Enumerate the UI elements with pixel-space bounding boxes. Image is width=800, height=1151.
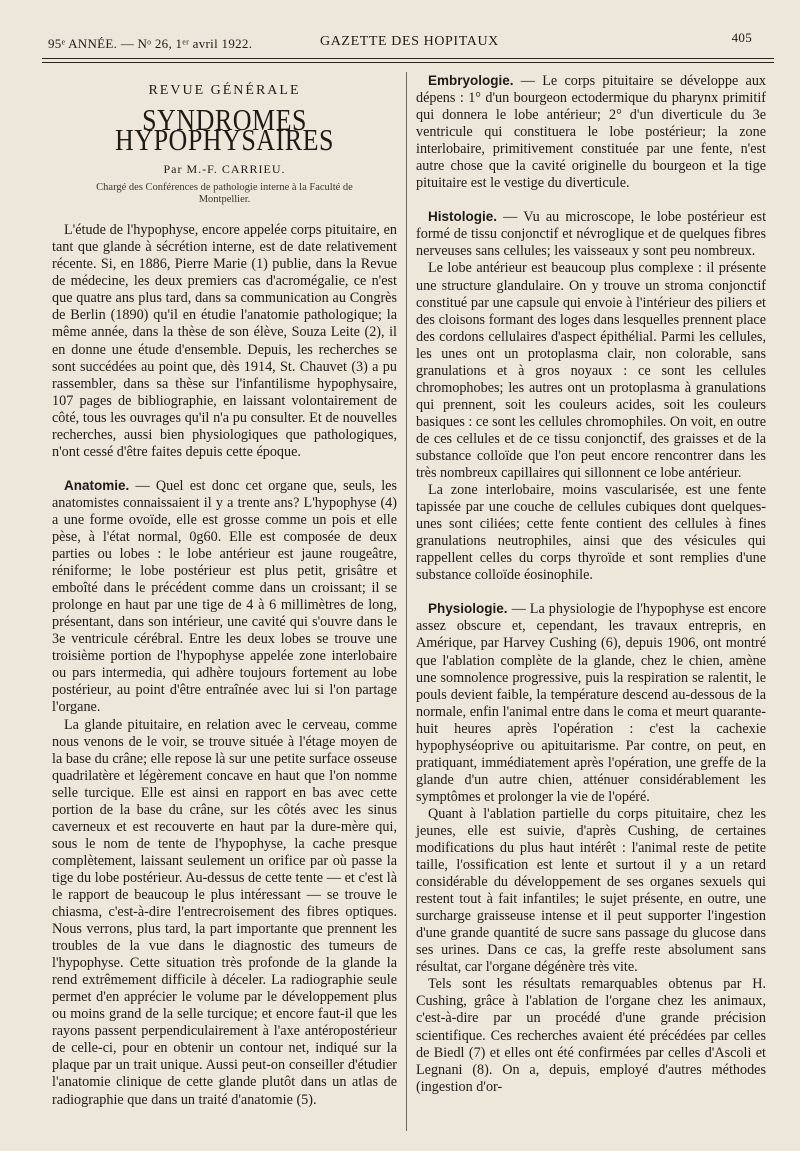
issue-info: 95ᵉ ANNÉE. — Nᵒ 26, 1ᵉʳ avril 1922. (48, 36, 253, 51)
header-rule-top (42, 58, 774, 59)
intro-paragraph: L'étude de l'hypophyse, encore appelée corps pituitaire, en tant que glande à sécrétion interne, est de date relativement récente. Si, en 1886, Pierre Marie (1) publie, dans la Revue de médecine, les deux premiers cas d'acromégalie, ce n'est que quatre ans plus tard, dans sa communication au Congrès de Berlin (1890) qu'il en étudie l'anatomie pathologique; la même année, dans la thèse de son élève, Souza Leite (2), il en donne une étude d'ensemble. Depuis, les recherches se sont succédées au point que, dès 1914, St. Chauvet (3) a pu rassembler, dans sa thèse sur l'infantilisme hypophysaire, 107 pages de bibliographie, en laissant volontairement de côté, tous les ouvrages qu'il n'a pu consulter. Et de nouvelles recherches, aussi bien physiologiques que pathologiques, n'ont cessé d'être faites depuis cette époque. (52, 222, 397, 460)
physiology-paragraph-1 (416, 600, 766, 806)
author-byline: Par M.-F. CARRIEU. (163, 162, 286, 177)
anatomy-text-1: — Quel est donc cet organe que, seuls, les anatomistes connaissaient il y a trente ans? L'hypophyse (4) a une forme ovoïde, elle est grosse comme un pois et elle pèse, à l'état normal, 0g60. Elle est composée de deux parties ou lobes : le lobe antérieur est jaune rougeâtre, réniforme; le lobe postérieur est plus petit, grisâtre et emboîté dans le précédent comme dans un croissant; il se prolonge en haut par une tige de 4 à 6 millimètres de long, présentant, dans son intérieur, une cavité qui s'ouvre dans le 3e ventricule cérébral. Entre les deux lobes se trouve une troisième portion de l'hypophyse appelée zone interlobaire ou pars intermedia, qui adhère toujours fortement au lobe postérieur, au point d'être entraînée avec lui si l'on partage l'organe. (52, 477, 398, 716)
header-rule-bottom (42, 62, 774, 63)
article-title: SYNDROMES HYPOPHYSAIRES (115, 102, 334, 158)
histology-heading: Histologie. (428, 209, 498, 225)
histology-paragraph-2: Le lobe antérieur est beaucoup plus complexe : il présente une structure glandulaire. On y trouve un stroma conjonctif constitué par une capsule qui envoie à l'intérieur des piliers et des cloisons formant des loges dans lesquelles prennent place des cordons cellulaires d'aspect épithélial. Parmi les cellules, les unes ont un protoplasma clair, non colorable, sans granulations et à gros noyaux : ce sont les cellules chromophobes; les autres ont un protoplasma à granulations qui prennent, soit les couleurs acides, soit les couleurs basiques : ce sont les cellules chromophiles. On voit, en outre de ces cellules et de ce tissu conjonctif, des graisses et de la substance colloïde que l'on peut encore rencontrer dans les très nombreux capillaires qui sillonnent ce lobe antérieur. (416, 260, 766, 482)
histology-paragraph-3: La zone interlobaire, moins vascularisée, est une fente tapissée par une couche de cellules cubiques dont quelques-unes sont ciliées; cette fente contient des cellules à fines granulations neutrophiles, ainsi que des vésicules qui rappellent celles du corps thyroïde et sont remplies d'une substance colloïde éosinophile. (416, 482, 766, 584)
anatomy-paragraph-1 (52, 477, 397, 717)
physiology-paragraph-2: Quant à l'ablation partielle du corps pituitaire, chez les jeunes, elle est suivie, d'après Cushing, de certaines modifications du plus haut intérêt : l'animal reste de petite taille, l'ossification est lente et surtout il y a un retard considérable du développement de ses organes sexuels qui restent tout à fait infantiles; le sujet présente, en outre, une surcharge graisseuse intense et il peut supporter l'ingestion d'une grande quantité de sucre sans passage du glucose dans ses urines. Dans ce cas, la greffe reste absolument sans résultat, car l'organe dégénère très vite. (416, 805, 766, 976)
physiology-paragraph-3: Tels sont les résultats remarquables obtenus par H. Cushing, grâce à l'ablation de l'organe chez les animaux, c'est-à-dire par un procédé d'une grande précision scientifique. Ces recherches avaient été précédées par celles de Biedl (7) et elles ont été confirmées par celles d'Ascoli et Legnani (8). On a, depuis, employé d'autres méthodes (ingestion d'or- (416, 976, 766, 1095)
page-number: 405 (731, 30, 752, 45)
anatomy-heading: Anatomie. (64, 477, 130, 493)
embryology-text: — Le corps pituitaire se développe aux dépens : 1° d'un bourgeon ectodermique du pharynx primitif qui donnera le lobe antérieur; 2° d'un diverticule du 3e ventricule qui constituera le lobe postérieur; la zone interlobaire, primitivement constituée par une fente, n'est autre chose que la cavité originelle du bourgeon et la tige pituitaire est le vestige du diverticule. (416, 73, 767, 192)
embryology-paragraph (416, 72, 766, 192)
histology-text-1: — Vu au microscope, le lobe postérieur est formé de tissu conjonctif et névroglique et de quelques fibres nerveuses sans cellules; les vaisseaux y sont peu nombreux. (416, 209, 767, 260)
journal-title: GAZETTE DES HOPITAUX (320, 34, 499, 49)
anatomy-paragraph-2: La glande pituitaire, en relation avec le cerveau, comme nous venons de le voir, se trouve située à l'étage moyen de la base du crâne; elle repose là sur une petite surface osseuse quadrilatère et légèrement concave en haut que l'on nomme selle turcique. Elle est ainsi en rapport en bas avec cette portion de la base du crâne, sur les côtés avec les sinus caverneux et est recouverte en haut par la dure-mère qui, sous le nom de tente de l'hypophyse, la cache presque complètement, laissant seulement un orifice par où passe la tige du lobe postérieur. Au-dessus de cette tente — et c'est là le rapport de beaucoup le plus intéressant — se trouve le chiasma, c'est-à-dire l'entrecroisement des fibres optiques. Nous verrons, plus tard, la part importante que prennent les troubles de la vue dans le diagnostic des tumeurs de l'hypophyse. Cette situation très profonde de la glande la rend extrêmement difficile à déceler. La radiographie seule permet d'en apprécier le volume par le développement plus ou moins grand de la selle turcique; et encore faut-il que les rayons passent perpendiculairement à l'axe antéropostérieur de celle-ci, pour en obtenir un contour net, indiqué sur la plaque par un trait unique. Aussi peut-on conseiller d'étudier l'anatomie clinique de cette glande plutôt dans un atlas de radiographie que dans un traité d'anatomie (5). (52, 716, 397, 1108)
histology-paragraph-1 (416, 208, 766, 260)
column-divider (406, 72, 407, 1131)
page-header (48, 28, 760, 58)
author-affiliation: Chargé des Conférences de pathologie interne à la Faculté de Montpellier. (96, 182, 353, 206)
left-column (52, 72, 397, 1109)
spacer (416, 192, 766, 208)
section-label: REVUE GÉNÉRALE (148, 83, 301, 98)
spacer (416, 584, 766, 600)
spacer (52, 461, 397, 477)
physiology-text-1: — La physiologie de l'hypophyse est encore assez obscure et, cependant, les travaux entrepris, en Amérique, par Harvey Cushing (6), depuis 1906, ont montré que l'ablation complète de la glande, chez le chien, amène une somnolence progressive, puis la respiration se ralentit, le pouls devient faible, la température descend au-dessous de la normale, enfin l'animal entre dans le coma et meurt quarante-huit heures après l'opération : c'est la cachexie hypophyséoprive ou apituitarisme. Par contre, on peut, en pratiquant, immédiatement après l'opération, une greffe de la glande d'un autre chien, atténuer considérablement les symptômes et prolonger la vie de l'opéré. (416, 601, 766, 805)
physiology-heading: Physiologie. (428, 601, 508, 617)
embryology-heading: Embryologie. (428, 73, 514, 88)
right-column (416, 72, 766, 1096)
